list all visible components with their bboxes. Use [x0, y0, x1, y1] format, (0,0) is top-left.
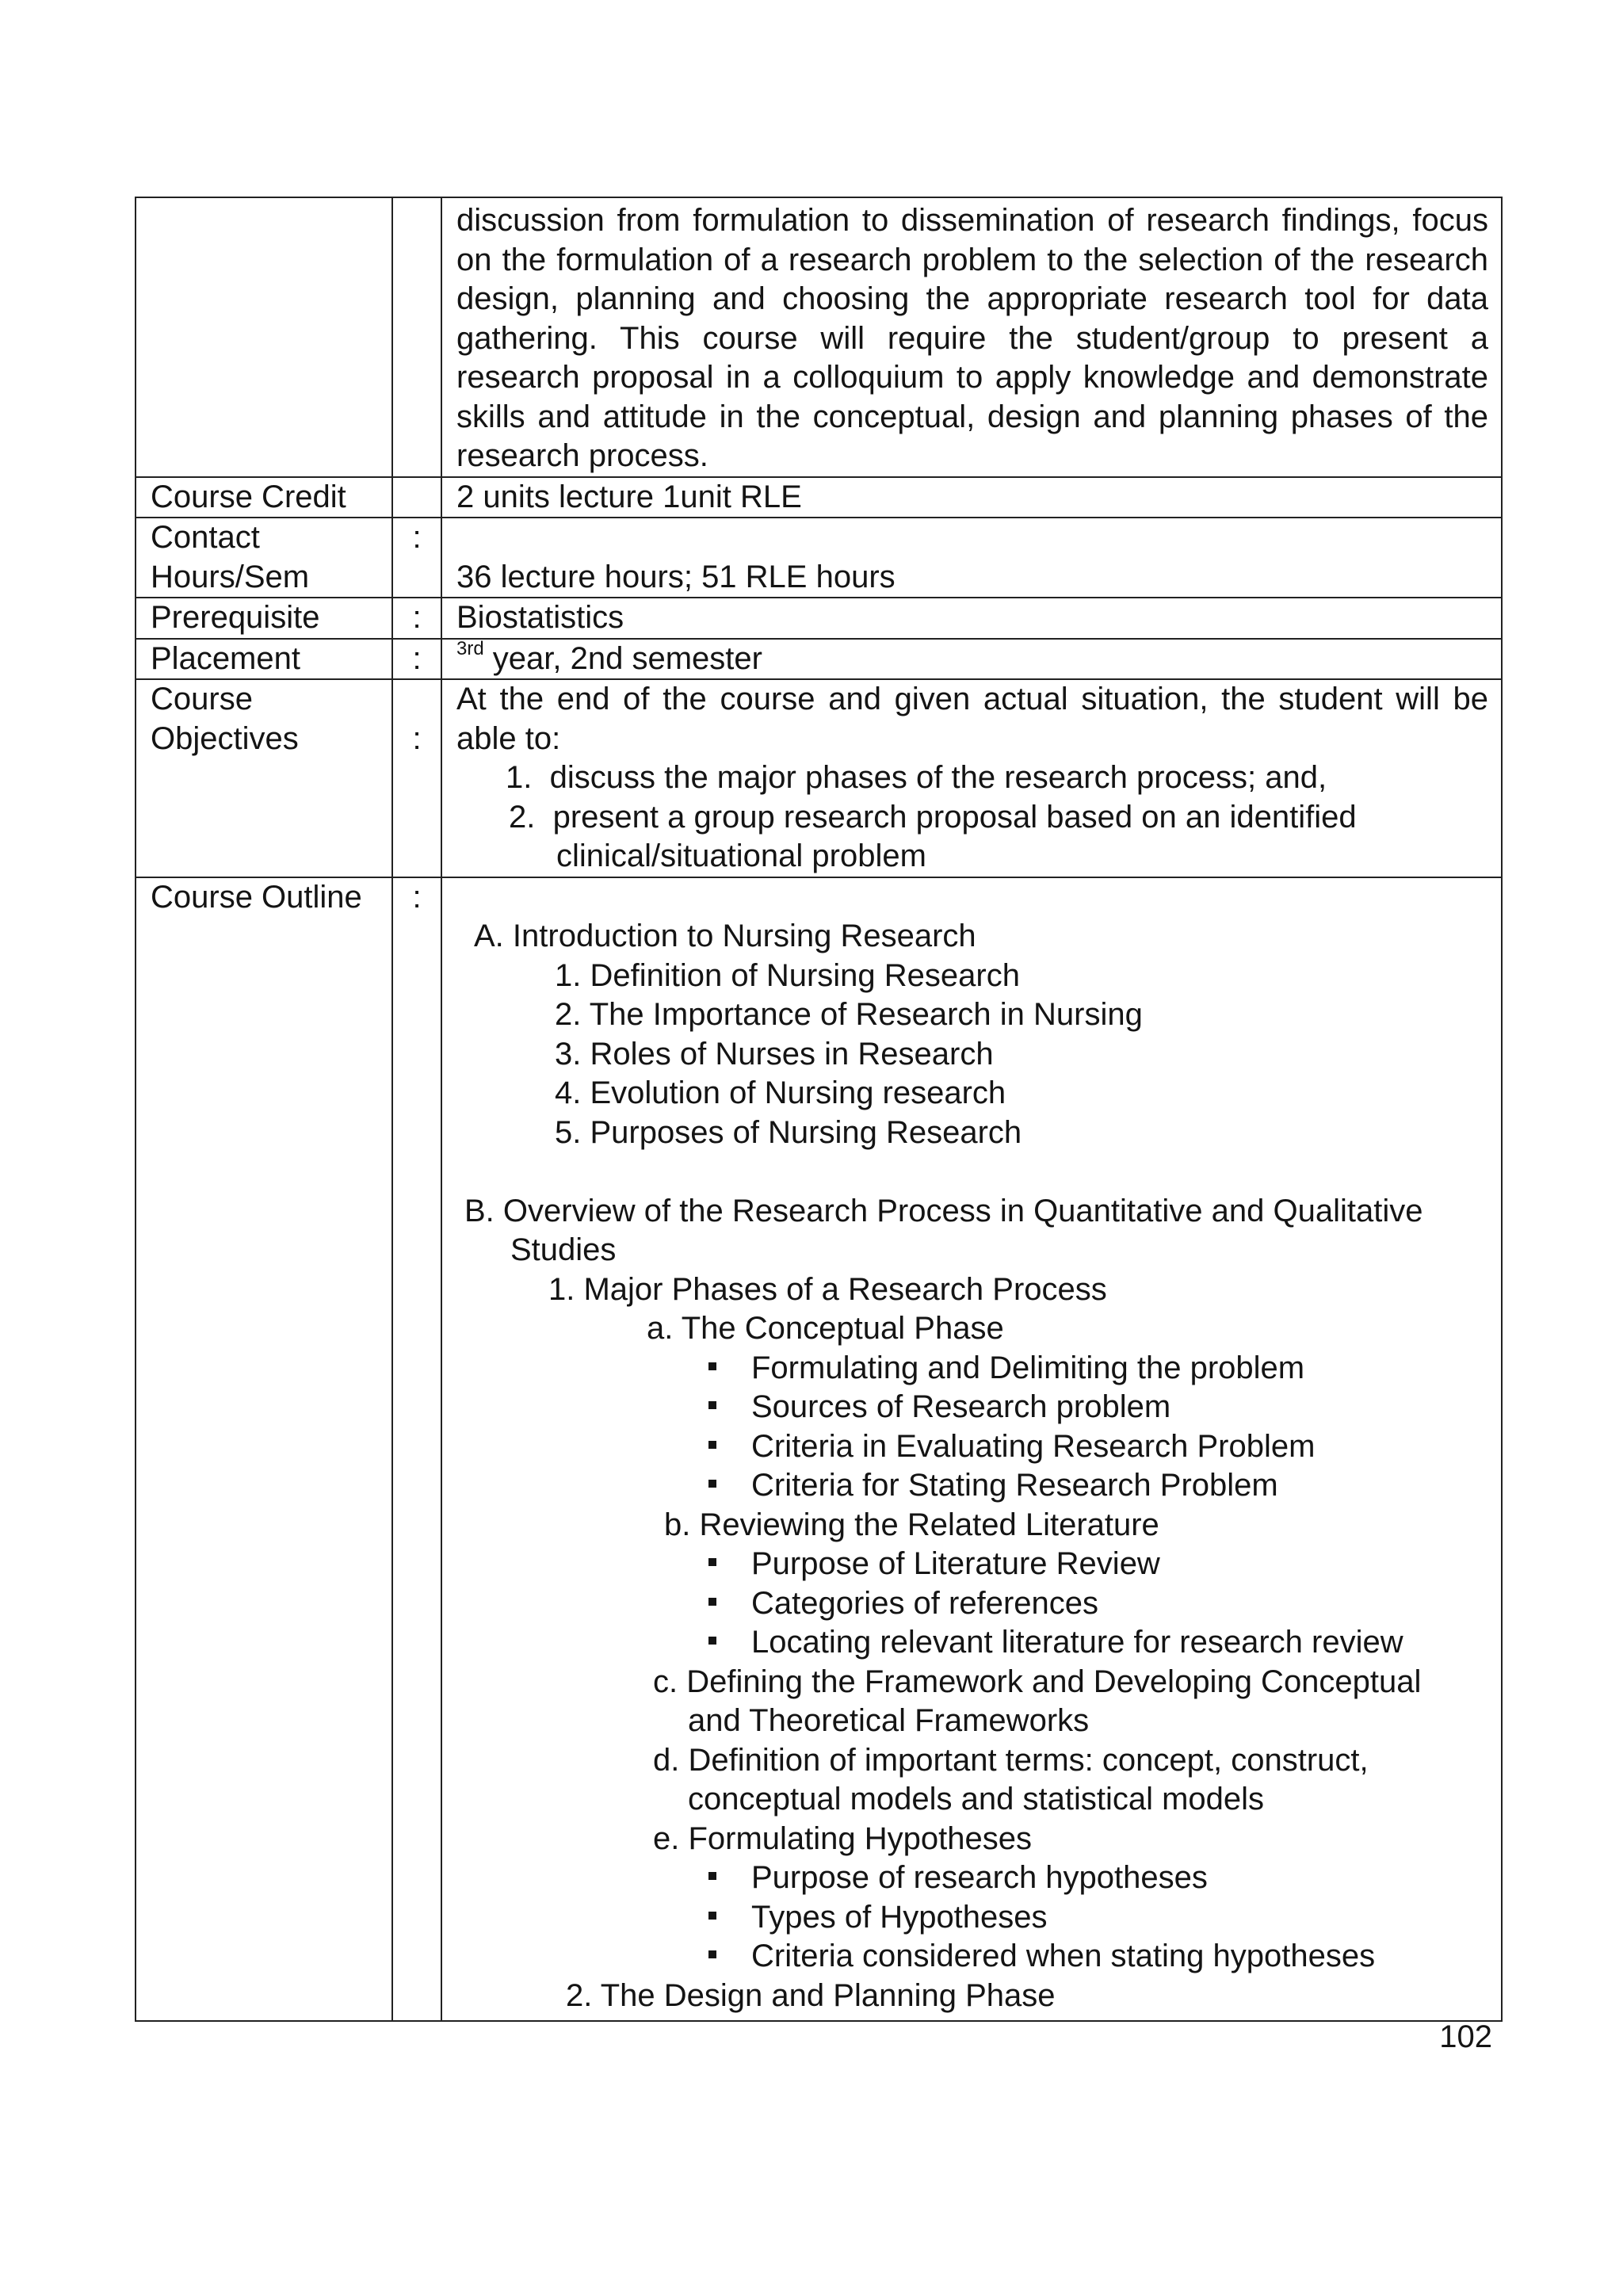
outline-subsection-e-title: e. Formulating Hypotheses	[653, 1820, 1033, 1856]
outline-section-a-title: A. Introduction to Nursing Research	[474, 919, 976, 953]
outline-subsection-d-continuation: conceptual models and statistical models	[688, 1782, 1265, 1817]
bullet-icon	[708, 1872, 716, 1880]
placement-label: Placement	[136, 639, 392, 680]
course-objectives-colon-cell	[392, 679, 441, 877]
course-credit-row	[136, 477, 1502, 518]
bullet-icon	[708, 1950, 716, 1958]
outline-a-item: 3. Roles of Nurses in Research	[555, 1036, 994, 1072]
placement-superscript: 3rd	[456, 637, 484, 659]
outline-subsection-c-title: c. Defining the Framework and Developing Conceptual	[653, 1664, 1422, 1699]
outline-subsection-c-continuation: and Theoretical Frameworks	[688, 1703, 1090, 1738]
placement-value: year, 2nd semester	[483, 640, 762, 676]
objective-number: 1.	[506, 760, 533, 795]
outline-bullet-item: Criteria in Evaluating Research Problem	[456, 1427, 1488, 1467]
course-outline-content	[441, 877, 1502, 2021]
outline-section-b-title-continuation: Studies	[510, 1232, 617, 1267]
outline-bullet-item: Purpose of Literature Review	[456, 1545, 1488, 1584]
outline-bullet-item: Criteria for Stating Research Problem	[456, 1466, 1488, 1506]
course-objectives-row	[136, 679, 1502, 877]
bullet-icon	[708, 1637, 716, 1645]
outline-subsection-a-title: a. The Conceptual Phase	[647, 1311, 1004, 1346]
outline-section-b-title: B. Overview of the Research Process in Quantitative and Qualitative	[464, 1193, 1423, 1228]
outline-phase-2: 2. The Design and Planning Phase	[566, 1977, 1056, 2013]
contact-hours-value-cell	[441, 518, 1502, 598]
prerequisite-label: Prerequisite	[136, 598, 392, 639]
bullet-icon	[708, 1558, 716, 1566]
bullet-icon	[708, 1441, 716, 1449]
course-outline-label: Course Outline	[136, 877, 392, 2021]
objective-text: discuss the major phases of the research process; and,	[549, 760, 1327, 795]
outline-subsection-d-title: d. Definition of important terms: concept, construct,	[653, 1742, 1369, 1778]
objective-item	[456, 798, 1488, 838]
outline-bullet-item: Types of Hypotheses	[456, 1898, 1488, 1938]
objective-text: present a group research proposal based on an identified	[552, 799, 1357, 835]
objective-item	[456, 758, 1488, 798]
description-label-cell	[136, 197, 392, 477]
course-outline-row	[136, 877, 1502, 2021]
outline-bullet-item: Purpose of research hypotheses	[456, 1859, 1488, 1898]
description-row	[136, 197, 1502, 477]
prerequisite-row	[136, 598, 1502, 639]
bullet-icon	[708, 1362, 716, 1370]
course-credit-colon	[392, 477, 441, 518]
bullet-icon	[708, 1401, 716, 1409]
prerequisite-value: Biostatistics	[441, 598, 1502, 639]
bullet-icon	[708, 1480, 716, 1488]
bullet-icon	[708, 1598, 716, 1606]
contact-hours-label	[136, 518, 392, 598]
outline-bullet-item: Sources of Research problem	[456, 1388, 1488, 1427]
outline-a-item: 2. The Importance of Research in Nursing	[555, 997, 1143, 1032]
outline-bullet-item: Formulating and Delimiting the problem	[456, 1349, 1488, 1389]
outline-a-item: 5. Purposes of Nursing Research	[555, 1114, 1022, 1150]
course-syllabus-table	[135, 197, 1503, 2022]
contact-hours-row	[136, 518, 1502, 598]
outline-bullet-item: Categories of references	[456, 1584, 1488, 1624]
outline-subsection-b-title: b. Reviewing the Related Literature	[664, 1507, 1159, 1542]
course-credit-value: 2 units lecture 1unit RLE	[441, 477, 1502, 518]
placement-value-cell	[441, 639, 1502, 680]
course-credit-label: Course Credit	[136, 477, 392, 518]
description-colon-cell	[392, 197, 441, 477]
placement-row	[136, 639, 1502, 680]
placement-colon: :	[392, 639, 441, 680]
contact-hours-colon: :	[392, 518, 441, 598]
bullet-icon	[708, 1912, 716, 1920]
course-objectives-intro: At the end of the course and given actual situation, the student will be able to:	[456, 682, 1488, 756]
course-description: discussion from formulation to dissemination of research findings, focus on the formulation of a research problem to the selection of the research design, planning and choosing the appropriate research tool for data gathering. This course will require the student/group to present a research proposal in a colloquium to apply knowledge and demonstrate skills and attitude in the conceptual, design and planning phases of the research process.	[441, 197, 1502, 477]
course-outline-colon: :	[392, 877, 441, 2021]
outline-bullet-item: Locating relevant literature for research review	[456, 1623, 1488, 1663]
course-objectives-label-line2: Objectives	[151, 720, 299, 756]
course-objectives-colon: :	[412, 720, 422, 756]
contact-hours-label-line1: Contact	[151, 520, 260, 555]
objective-number: 2.	[509, 799, 536, 835]
contact-hours-label-line2: Hours/Sem	[151, 559, 310, 594]
outline-bullet-item: Criteria considered when stating hypotheses	[456, 1937, 1488, 1977]
objective-item-continuation: clinical/situational problem	[556, 839, 926, 873]
outline-a-item: 1. Definition of Nursing Research	[555, 957, 1020, 993]
outline-phase-1: 1. Major Phases of a Research Process	[548, 1271, 1107, 1307]
course-objectives-label-line1: Course	[151, 682, 253, 716]
course-objectives-label	[136, 679, 392, 877]
contact-hours-value: 36 lecture hours; 51 RLE hours	[456, 559, 896, 594]
course-objectives-value-cell	[441, 679, 1502, 877]
outline-a-item: 4. Evolution of Nursing research	[555, 1075, 1006, 1110]
prerequisite-colon: :	[392, 598, 441, 639]
page-number: 102	[1439, 2019, 1492, 2054]
